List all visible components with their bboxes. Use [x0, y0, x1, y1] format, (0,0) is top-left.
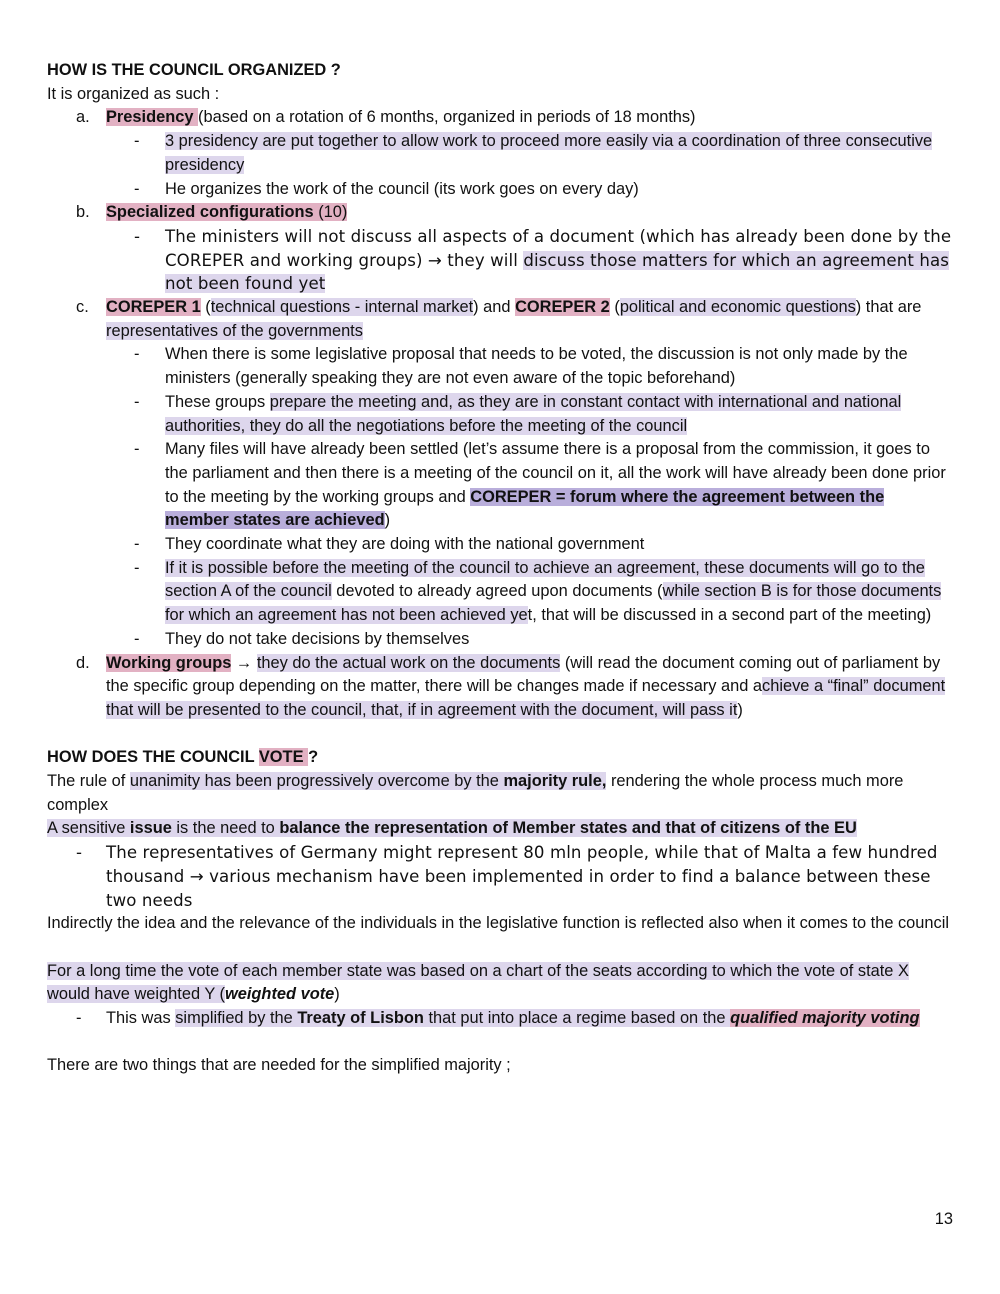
heading-text: HOW DOES THE COUNCIL: [47, 748, 259, 767]
list-item-working-groups: [47, 652, 952, 723]
list-marker: b.: [76, 203, 90, 222]
bullet-bold-highlight: COREPER = forum where the agreement between the member states are achieved: [165, 487, 885, 530]
arrow: →: [231, 653, 257, 672]
highlight: For a long time the vote of each member state was based on a chart of the seats according to which the vote of state X would have weighted Y (: [47, 961, 909, 1004]
bullet-highlight: If it is possible before the meeting of the council to achieve an agreement, these documents will go to the section A of the council: [165, 558, 925, 601]
sub-bullet: [47, 391, 952, 438]
bullet-highlight: discuss those matters for which an agreement has not been found yet: [165, 250, 949, 294]
spacer: [47, 723, 952, 747]
section-heading-organization: HOW IS THE COUNCIL ORGANIZED ?: [47, 61, 341, 79]
dash-marker: -: [134, 132, 140, 151]
bullet-text: They coordinate what they are doing with the national government: [165, 535, 645, 554]
sub-bullet: [47, 628, 952, 652]
bold-highlight: balance the representation of Member states and that of citizens of the EU: [279, 819, 857, 838]
sub-bullet: [47, 225, 952, 296]
dash-marker: -: [134, 558, 140, 577]
paragraph-simplified-majority: There are two things that are needed for the simplified majority ;: [47, 1056, 511, 1075]
bullet-text: When there is some legislative proposal that needs to be voted, the discussion is not only made by the ministers (generally speaking they are not even aware of the topic beforehand): [165, 345, 908, 388]
configurations-count: (10): [313, 203, 348, 222]
text: (will read the document coming out of parliament by the specific group depending on the matter, there will be changes made if necessary and a: [106, 653, 941, 696]
list-item-configurations: [47, 201, 952, 225]
list-item-coreper: [47, 296, 952, 343]
spacer: [47, 936, 952, 960]
bullet-text: t, that will be discussed in a second part of the meeting): [527, 606, 932, 625]
spacer: [47, 1031, 952, 1055]
bullet-text: These groups: [165, 392, 270, 411]
list-item-presidency: [47, 106, 952, 130]
term-configurations: Specialized configurations: [106, 203, 314, 222]
dash-marker: -: [76, 843, 83, 863]
dash-marker: -: [134, 392, 140, 411]
bullet-text: They do not take decisions by themselves: [165, 629, 470, 648]
bold-italic-term: qualified majority voting: [730, 1009, 920, 1028]
term-presidency: Presidency: [106, 108, 199, 127]
presidency-detail: (based on a rotation of 6 months, organized in periods of 18 months): [198, 108, 696, 127]
document-page: [47, 59, 952, 1078]
list-marker: d.: [76, 653, 90, 672]
sub-bullet: [47, 438, 952, 533]
sub-bullet: [47, 343, 952, 390]
term-coreper-2: COREPER 2: [515, 298, 610, 317]
bold-highlight: Treaty of Lisbon: [297, 1009, 424, 1028]
sub-bullet: [47, 533, 952, 557]
page-number: 13: [934, 1210, 953, 1228]
text: ): [334, 985, 340, 1004]
bold-highlight: majority rule,: [503, 772, 607, 791]
term-working-groups: Working groups: [106, 653, 232, 672]
bullet-text: He organizes the work of the council (its work goes on every day): [165, 179, 639, 198]
dash-marker: -: [134, 345, 140, 364]
text: ): [737, 700, 743, 719]
bullet-text: 3 presidency are put together to allow work to proceed more easily via a coordination of three consecutive presidency: [165, 132, 933, 174]
text: ) and: [473, 298, 516, 317]
bullet-highlight: while section B is for those documents for which an agreement has not been achieved ye: [165, 582, 942, 625]
list-marker: a.: [76, 108, 90, 127]
text: ) that are: [855, 298, 922, 317]
sub-bullet: [47, 557, 952, 628]
paragraph-weighted-vote: [47, 960, 952, 1007]
heading-text: ?: [308, 748, 319, 767]
text: The rule of: [47, 772, 130, 791]
highlight: technical questions - internal market: [210, 298, 474, 317]
highlight: is the need to: [171, 819, 280, 838]
text: This was: [106, 1009, 176, 1028]
highlight: chieve a “final” document that will be presented to the council, that, if in agreement with the document, will pass it: [106, 677, 946, 719]
dash-marker: -: [134, 226, 141, 246]
highlight: they do the actual work on the documents: [256, 653, 561, 672]
dash-marker: -: [134, 179, 140, 198]
paragraph-unanimity: [47, 770, 952, 817]
highlight: representatives of the governments: [106, 321, 363, 340]
bullet-highlight: prepare the meeting and, as they are in constant contact with international and national authorities, they do all the negotiations before the meeting of the council: [165, 392, 902, 435]
paragraph-sensitive-issue: [47, 817, 952, 841]
bullet-text: The ministers will not discuss all aspects of a document (which has already been done by the COREPER and working groups) → they will: [165, 226, 952, 270]
bullet-text: The representatives of Germany might represent 80 mln people, while that of Malta a few hundred thousand → various mechanism have been implemented in order to find a balance between these two needs: [106, 843, 938, 910]
intro-text: It is organized as such :: [47, 84, 220, 103]
bullet-text: Many files will have already been settled (let’s assume there is a proposal from the commission, it goes to the parliament and then there is a meeting of the council on it, all the work will have already been done prior to the meeting by the working groups and: [165, 440, 946, 506]
bold-highlight: issue: [129, 819, 172, 838]
heading-highlight: VOTE: [258, 748, 309, 767]
highlight: simplified by the: [175, 1009, 298, 1028]
list-marker: c.: [76, 298, 89, 317]
dash-marker: -: [134, 440, 140, 459]
highlight: unanimity has been progressively overcome by the: [129, 772, 504, 791]
highlight: political and economic questions: [619, 298, 856, 317]
text: rendering the whole process much more complex: [47, 772, 904, 814]
highlight: that put into place a regime based on the: [423, 1009, 731, 1028]
text: (: [609, 298, 620, 317]
bullet-text: ): [384, 511, 391, 530]
highlight: A sensitive: [47, 819, 130, 838]
sub-bullet: [47, 130, 952, 177]
text: (: [200, 298, 211, 317]
bold-italic-term: weighted vote: [225, 985, 335, 1004]
dash-marker: -: [134, 629, 140, 648]
bullet-text: devoted to already agreed upon documents (: [331, 582, 663, 601]
bullet-germany-malta: [47, 841, 952, 912]
dash-marker: -: [76, 1009, 82, 1028]
dash-marker: -: [134, 535, 140, 554]
sub-bullet: [47, 178, 952, 202]
term-coreper-1: COREPER 1: [106, 298, 201, 317]
section-heading-vote: [47, 746, 952, 770]
bullet-lisbon: [47, 1007, 952, 1031]
paragraph-individuals: Indirectly the idea and the relevance of the individuals in the legislative function is reflected also when it comes to the council: [47, 914, 950, 933]
